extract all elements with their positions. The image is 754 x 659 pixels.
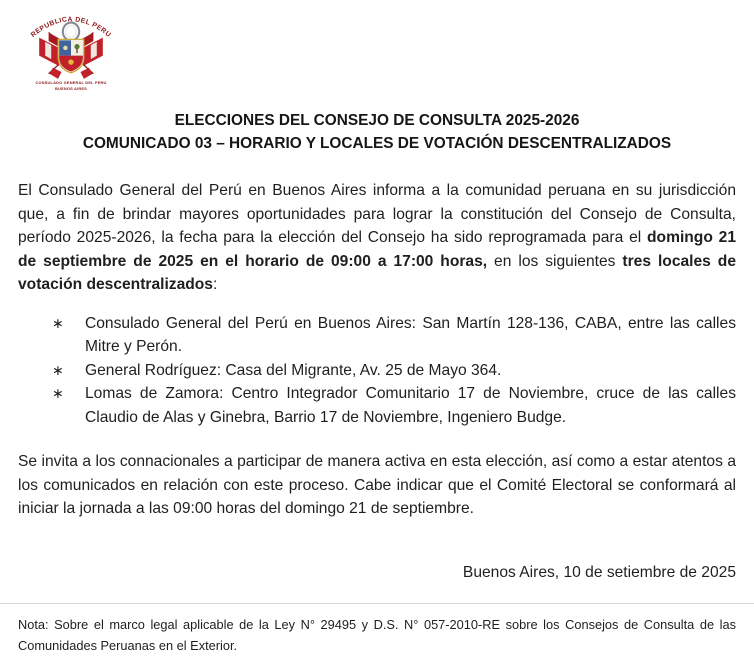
document-title — [18, 109, 736, 155]
list-item — [52, 359, 736, 383]
dateline: Buenos Aires, 10 de setiembre de 2025 — [462, 563, 736, 581]
asterisk-bullet-icon: ∗ — [52, 385, 64, 401]
closing-paragraph: Se invita a los connacionales a participar de manera activa en esta elección, así como a estar atentos a los comunicados en relación con este proceso. Cabe indicar que el Comité Electoral se conformará al iniciar la jornada a las 09:00 horas del domingo 21 de septiembre. — [18, 453, 736, 517]
intro-segment: El Consulado General del Perú en Buenos Aires informa a la comunidad peruana en su jurisdicción que, a fin de brindar mayores oportunidades para lograr la constitución del Consejo de Consulta, período 2025-2026, la fecha para la elección del Consejo ha sido reprogramada para el — [18, 182, 736, 246]
intro-segment: : — [212, 276, 218, 293]
seal-arc-text: REPUBLICA DEL PERU — [29, 16, 113, 39]
location-text: Lomas de Zamora: Centro Integrador Comunitario 17 de Noviembre, cruce de las calles Claudio de Alas y Ginebra, Barrio 17 de Noviembre, Ingeniero Budge. — [85, 385, 736, 426]
location-text: General Rodríguez: Casa del Migrante, Av. 25 de Mayo 364. — [85, 361, 502, 379]
consulate-seal — [28, 10, 114, 96]
intro-segment-bold-locales: tres locales de votación descentralizados — [18, 252, 737, 293]
shield — [58, 39, 84, 73]
title-line-2: COMUNICADO 03 – HORARIO Y LOCALES DE VOTACIÓN DESCENTRALIZADOS — [82, 135, 672, 152]
asterisk-bullet-icon: ∗ — [52, 314, 64, 331]
intro-segment: en los siguientes — [487, 252, 623, 270]
list-item — [52, 312, 736, 359]
title-line-1: ELECCIONES DEL CONSEJO DE CONSULTA 2025-2026 — [174, 112, 580, 129]
asterisk-bullet-icon: ∗ — [52, 361, 64, 378]
civic-crown — [63, 23, 79, 41]
intro-paragraph — [18, 179, 736, 297]
legal-note: Nota: Sobre el marco legal aplicable de la Ley N° 29495 y D.S. N° 057-2010-RE sobre los Consejos de Consulta de las Comunidades Peruanas en el Exterior. — [18, 617, 736, 653]
list-item — [52, 382, 736, 429]
document-page — [0, 10, 754, 656]
voting-locations-list — [18, 312, 736, 430]
seal-caption-line1: CONSULADO GENERAL DEL PERU — [35, 80, 107, 86]
peru-coat-of-arms-icon — [28, 10, 114, 91]
seal-caption-line2: BUENOS AIRES — [55, 86, 87, 91]
location-text: Consulado General del Perú en Buenos Aires: San Martín 128-136, CABA, entre las calles Mitre y Perón. — [85, 314, 736, 355]
footnote-separator — [0, 603, 754, 604]
intro-segment-bold-date: domingo 21 de septiembre de 2025 en el horario de 09:00 a 17:00 horas, — [18, 229, 736, 270]
